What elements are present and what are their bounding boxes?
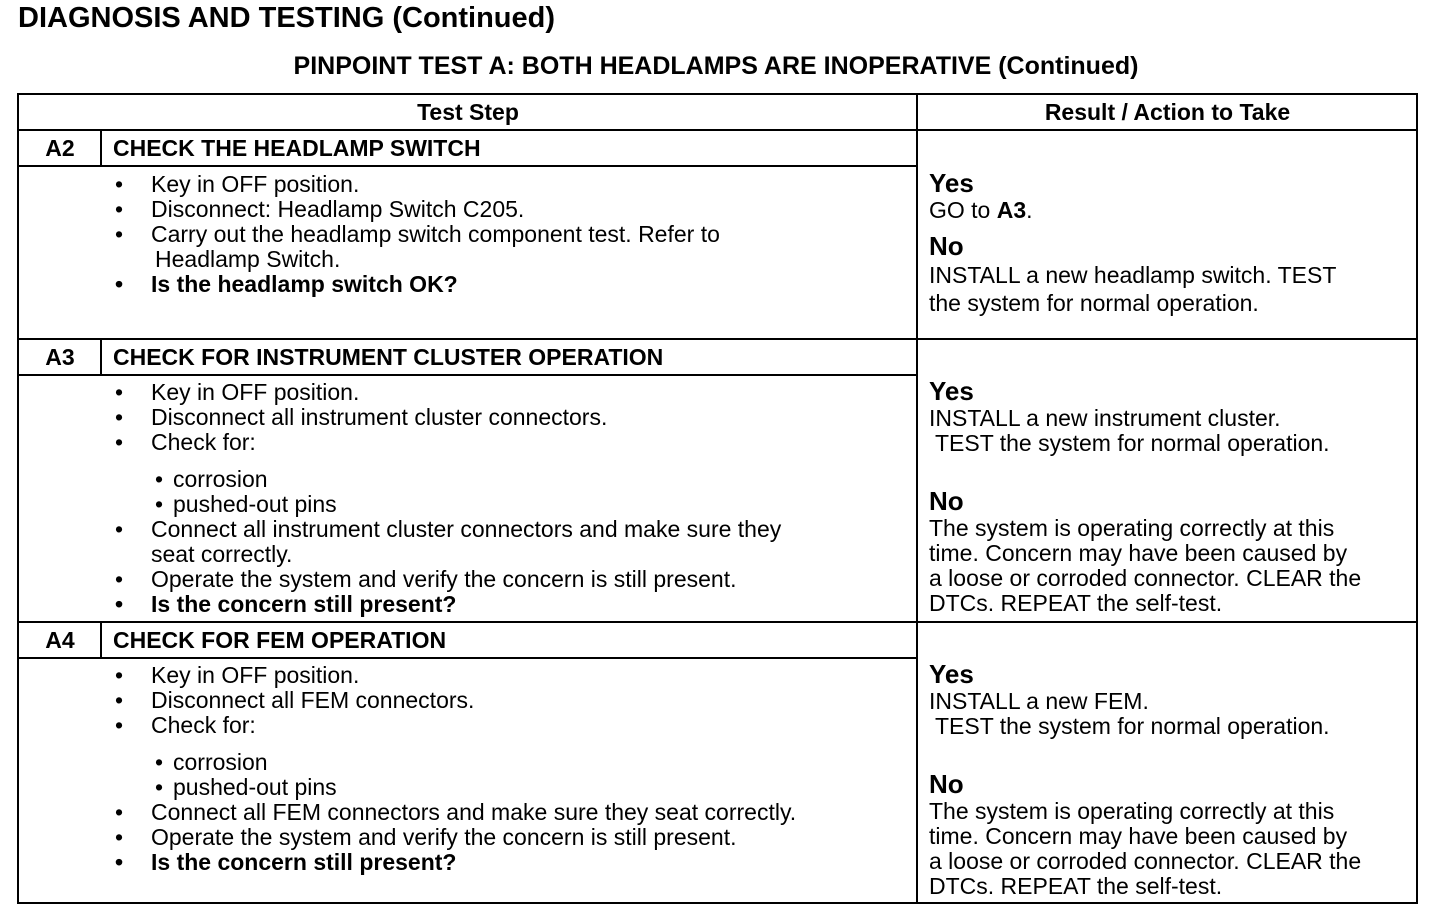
column-divider xyxy=(916,95,918,902)
list-item: • Key in OFF position. xyxy=(115,171,360,197)
yes-action: GO to A3. xyxy=(929,197,1033,223)
no-action: DTCs. REPEAT the self-test. xyxy=(929,873,1223,899)
column-header-test-step: Test Step xyxy=(417,99,519,125)
yes-action: INSTALL a new FEM. xyxy=(929,688,1149,714)
list-item: • Check for: xyxy=(115,429,256,455)
list-subitem: • pushed-out pins xyxy=(155,491,337,517)
yes-label: Yes xyxy=(929,168,974,198)
step-instructions xyxy=(113,663,796,875)
list-subitem: • corrosion xyxy=(155,466,268,492)
list-item: • Key in OFF position. xyxy=(115,379,360,405)
yes-label: Yes xyxy=(929,659,974,689)
list-item: • Key in OFF position. xyxy=(115,662,360,688)
no-action: The system is operating correctly at this xyxy=(929,515,1335,541)
no-action: time. Concern may have been caused by xyxy=(929,540,1348,566)
page-title: DIAGNOSIS AND TESTING (Continued) xyxy=(18,2,556,34)
list-item: • Operate the system and verify the concern is still present. xyxy=(115,824,737,850)
list-item-question: • Is the concern still present? xyxy=(115,591,457,617)
list-item: • Disconnect all instrument cluster connectors. xyxy=(115,404,608,430)
list-item: • Connect all instrument cluster connectors and make sure they seat correctly. xyxy=(115,516,782,567)
step-instructions xyxy=(113,172,720,297)
list-subitem: • pushed-out pins xyxy=(155,774,337,800)
column-header-result: Result / Action to Take xyxy=(1044,99,1291,125)
step-instructions xyxy=(113,380,781,617)
no-action: DTCs. REPEAT the self-test. xyxy=(929,590,1223,616)
step-title: CHECK FOR FEM OPERATION xyxy=(113,627,447,653)
no-action: a loose or corroded connector. CLEAR the xyxy=(929,565,1362,591)
list-subitem: • corrosion xyxy=(155,749,268,775)
step-title: CHECK FOR INSTRUMENT CLUSTER OPERATION xyxy=(113,344,664,370)
list-item: • Disconnect all FEM connectors. xyxy=(115,687,475,713)
yes-action: TEST the system for normal operation. xyxy=(929,430,1330,456)
step-id: A3 xyxy=(45,344,75,370)
no-label: No xyxy=(929,231,964,261)
list-item: • Connect all FEM connectors and make sure they seat correctly. xyxy=(115,799,797,825)
yes-action: INSTALL a new instrument cluster. xyxy=(929,405,1281,431)
no-label: No xyxy=(929,769,964,799)
yes-action: TEST the system for normal operation. xyxy=(929,713,1330,739)
no-action: time. Concern may have been caused by xyxy=(929,823,1348,849)
no-action: The system is operating correctly at this xyxy=(929,798,1335,824)
yes-label: Yes xyxy=(929,376,974,406)
step-reference: A3 xyxy=(996,197,1027,223)
pinpoint-test-table xyxy=(17,93,1418,904)
list-item-question: • Is the concern still present? xyxy=(115,849,457,875)
step-result xyxy=(929,168,1336,317)
list-item: • Check for: xyxy=(115,712,256,738)
step-title-divider xyxy=(19,374,916,376)
no-action: the system for normal operation. xyxy=(929,290,1259,316)
step-result xyxy=(929,659,1361,899)
no-action: INSTALL a new headlamp switch. TEST xyxy=(929,262,1337,288)
no-action: a loose or corroded connector. CLEAR the xyxy=(929,848,1362,874)
list-item: • Operate the system and verify the concern is still present. xyxy=(115,566,737,592)
list-item: • Carry out the headlamp switch component test. Refer to Headlamp Switch. xyxy=(115,221,720,272)
step-title-divider xyxy=(19,165,916,167)
no-label: No xyxy=(929,486,964,516)
step-id: A2 xyxy=(45,135,75,161)
list-item-question: • Is the headlamp switch OK? xyxy=(115,271,458,297)
step-result xyxy=(929,376,1361,616)
step-id: A4 xyxy=(45,627,75,653)
list-item: • Disconnect: Headlamp Switch C205. xyxy=(115,196,525,222)
step-title: CHECK THE HEADLAMP SWITCH xyxy=(113,135,481,161)
step-title-divider xyxy=(19,657,916,659)
pinpoint-test-title: PINPOINT TEST A: BOTH HEADLAMPS ARE INOPERATIVE (Continued) xyxy=(293,52,1139,80)
